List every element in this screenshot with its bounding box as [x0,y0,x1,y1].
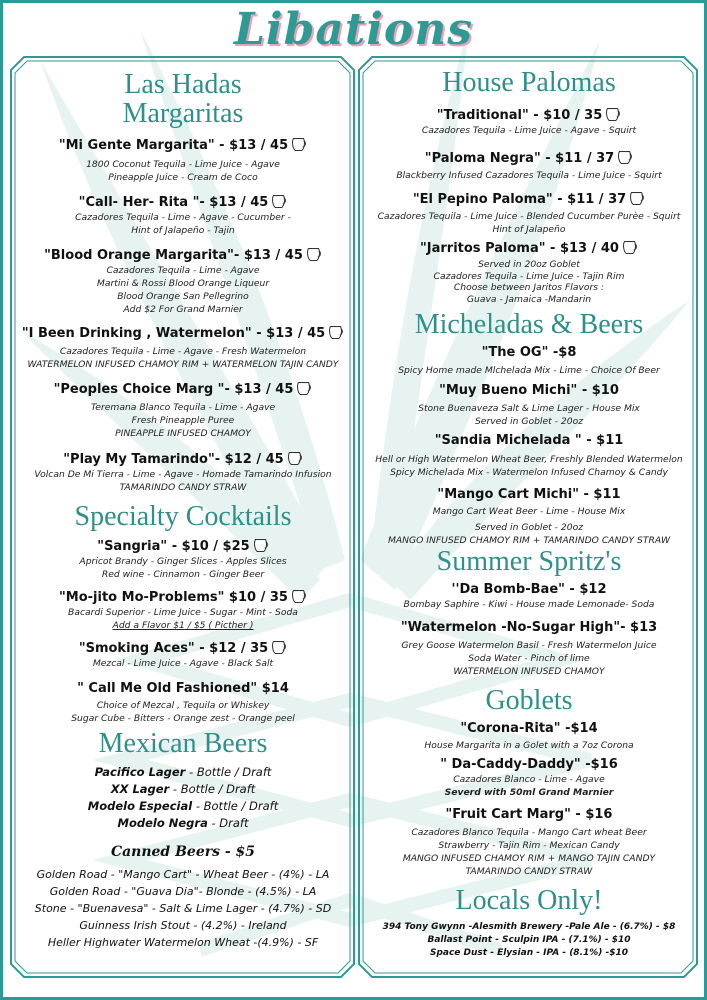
menu-item [364,383,694,428]
item-description: Served in Goblet - 20oz [474,416,584,427]
section-heading-spritz: Summer Spritz's [436,546,622,577]
menu-item [18,136,348,184]
left-column [18,70,348,951]
item-description: Bacardi Superior - Lime Juice - Sugar - Mint - Soda [68,607,298,618]
section-heading-micheladas: Micheladas & Beers [414,309,644,340]
menu-item [364,239,694,305]
menu-item [18,380,348,440]
pitcher-icon [270,193,287,210]
menu-item [364,345,694,377]
locals-item: Space Dust - Elysian - IPA - (8.1%) -$10 [429,948,629,958]
pitcher-icon [286,450,303,467]
item-description: Blood Orange San Pellegrino [117,291,249,302]
menu-item [364,487,694,547]
pitcher-icon [295,380,312,397]
item-name: "El Pepino Paloma" - $11 / 37 [412,192,627,207]
canned-beer-item: Heller Highwater Watermelon Wheat -(4.9%) - SF [47,936,319,949]
pitcher-icon [290,136,307,153]
item-description: Strawberry - Tajin Rim - Mexican Candy [438,840,620,851]
pitcher-icon [604,106,621,123]
item-name: "Corona-Rita" -$14 [460,721,598,736]
item-name: "Mo-jito Mo-Problems" $10 / 35 [59,590,288,605]
pitcher-icon [252,537,269,554]
item-description: Pineapple Juice - Cream de Coco [108,172,258,183]
item-description: Red wine - Cinnamon - Ginger Beer [101,569,265,580]
item-name: "Sangria" - $10 / $25 [97,539,250,554]
item-description: Grey Goose Watermelon Basil - Fresh Watermelon Juice [401,640,657,651]
item-description: Soda Water - Pinch of lime [468,653,590,664]
item-description: Blackberry Infused Cazadores Tequila - Lime Juice - Squirt [396,170,662,181]
menu-item [18,324,348,371]
item-name: "Watermelon -No-Sugar High"- $13 [400,620,658,635]
item-description: Sugar Cube - Bitters - Orange zest - Orange peel [71,713,295,724]
menu-item [18,246,348,316]
beer-list [18,764,348,832]
beer-item [18,798,348,815]
menu-item [364,106,694,137]
section-heading-locals: Locals Only! [455,885,603,916]
right-column [364,68,694,960]
item-description: Hell or High Watermelon Wheat Beer, Freshly Blended Watermelon [375,454,683,465]
item-name: "The OG" -$8 [481,345,577,360]
pitcher-icon [621,239,638,256]
item-description: Cazadores Blanco Tequila - Mango Cart wheat Beer [411,827,647,838]
item-name: "Traditional" - $10 / 35 [436,108,603,123]
pitcher-icon [290,588,307,605]
item-name: "I Been Drinking , Watermelon" - $13 / 45 [21,326,326,341]
item-name: "Jarritos Paloma" - $13 / 40 [420,241,619,256]
beer-format: - Bottle / Draft [185,765,272,779]
page-title: Libations [233,4,474,55]
menu-item [364,582,694,611]
pitcher-icon [270,639,287,656]
item-description: WATERMELON INFUSED CHAMOY [453,666,605,677]
canned-beer-list [18,866,348,951]
item-description: Spicy Home made Mlchelada Mix - Lime - Choice Of Beer [398,365,660,376]
item-description: Hint of Jalapeño [492,224,566,235]
item-description: Spicy Michelada Mix - Watermelon Infused Chamoy & Candy [390,467,668,478]
item-name: "Muy Bueno Michi" - $10 [439,383,619,398]
section-heading-palomas: House Palomas [442,67,616,98]
locals-item: Ballast Point - Sculpin IPA - (7.1%) - $10 [427,935,631,945]
item-description: Severd with 50ml Grand Marnier [444,787,614,798]
item-description: Apricot Brandy - Ginger Slices - Apples Slices [79,556,287,567]
menu-item [364,620,694,678]
beer-name: Modelo Negra [117,816,208,830]
item-name: "Blood Orange Margarita"- $13 / 45 [44,248,303,263]
canned-beer-item: Golden Road - "Mango Cart" - Wheat Beer - (4%) - LA [36,868,330,881]
item-description: MANGO INFUSED CHAMOY RIM + MANGO TAJIN CANDY [402,853,656,864]
beer-format: - Bottle / Draft [192,799,279,813]
beer-format: - Bottle / Draft [169,782,256,796]
menu-item [18,681,348,725]
item-description: Cazadores Tequila - Lime Juice - Agave - Squirt [421,125,637,136]
item-description: Choose between Jaritos Flavors : [453,282,605,293]
item-description: Served in Goblet - 20oz [474,522,584,533]
item-description: Guava - Jamaica -Mandarin [466,293,592,305]
item-description: PINEAPPLE INFUSED CHAMOY [115,428,251,439]
menu-item [364,807,694,878]
menu-item [18,588,348,632]
beer-name: Modelo Especial [87,799,193,813]
menu-item [18,193,348,237]
item-description: Fresh Pineapple Puree [131,415,235,426]
item-description: Stone Buenaveza Salt & Lime Lager - House Mix [418,403,640,414]
canned-beer-item: Stone - "Buenavesa" - Salt & Lime Lager - (4.7%) - SD [34,902,332,915]
item-description: Bombay Saphire - Kiwi - House made Lemonade- Soda [403,599,655,610]
item-name: "Mango Cart Michi" - $11 [437,487,621,502]
locals-item: 394 Tony Gwynn -Alesmith Brewery -Pale Ale - (6.7%) - $8 [382,922,676,932]
menu-item [364,433,694,479]
item-description: Served in 20oz Goblet [478,259,580,270]
beer-item [18,781,348,798]
item-description: 1800 Coconut Tequila - Lime Juice - Agave [86,159,280,170]
item-description: MANGO INFUSED CHAMOY RIM + TAMARINDO CANDY STRAW [387,535,671,546]
pitcher-icon [628,190,645,207]
section-heading-margaritas-1: Las Hadas [124,69,242,100]
pitcher-icon [327,324,344,341]
item-description: Cazadores Tequila - Lime Juice - Blended Cucumber Purèe - Squirt [377,211,681,222]
item-description: Cazadores Tequila - Lime Juice - Tajin Rim [433,270,625,282]
section-heading-specialty: Specialty Cocktails [74,501,292,532]
item-description: Cazadores Tequila - Lime - Agave - Fresh Watermelon [59,346,307,357]
beer-item [18,764,348,781]
item-name: "Paloma Negra" - $11 / 37 [424,151,615,166]
item-description: TAMARINDO CANDY STRAW [119,482,247,493]
item-description: Mango Cart Weat Beer - Lime - House Mix [432,506,626,517]
item-description: Choice of Mezcal , Tequila or Whiskey [96,700,270,711]
item-name: "Sandia Michelada " - $11 [434,433,624,448]
item-name: " Da-Caddy-Daddy" -$16 [440,757,618,772]
section-heading-goblets: Goblets [485,685,573,716]
item-description: Martini & Rossi Blood Orange Liqueur [96,278,270,289]
menu-item [18,639,348,670]
menu-item [364,149,694,182]
item-name: "Smoking Aces" - $12 / 35 [78,641,269,656]
add-flavor-note: Add a Flavor $1 / $5 ( Picther ) [112,620,254,631]
item-description: House Margarita in a Golet with a 7oz Corona [424,740,634,751]
canned-beers-heading: Canned Beers - $5 [110,844,256,860]
menu-item [364,190,694,236]
item-name: " Call Me Old Fashioned" $14 [77,681,289,696]
item-name: "Peoples Choice Marg "- $13 / 45 [53,382,294,397]
menu-item [18,537,348,581]
locals-list [364,921,694,960]
canned-beer-item: Guinness Irish Stout - (4.2%) - Ireland [79,919,287,932]
menu-item [364,757,694,799]
item-description: WATERMELON INFUSED CHAMOY RIM + WATERMELON TAJIN CANDY [27,359,339,370]
item-description: Cazadores Blanco - Lime - Agave [453,774,605,785]
beer-name: XX Lager [110,782,170,796]
menu-item [18,450,348,494]
item-description: Teremana Blanco Tequila - Lime - Agave [90,402,276,413]
item-name: "Play My Tamarindo"- $12 / 45 [63,452,284,467]
item-description: Cazadores Tequila - Lime - Agave [106,265,260,276]
pitcher-icon [305,246,322,263]
item-name: "Mi Gente Margarita" - $13 / 45 [58,138,289,153]
item-name: "Fruit Cart Marg" - $16 [445,807,613,822]
section-heading-mexican-beers: Mexican Beers [98,728,268,759]
item-name: "Call- Her- Rita "- $13 / 45 [78,195,269,210]
beer-format: - Draft [207,816,249,830]
item-name: ''Da Bomb-Bae" - $12 [451,582,607,597]
item-description: Hint of Jalapeño - Tajin [131,225,235,236]
item-description: TAMARINDO CANDY STRAW [465,866,593,877]
item-description: Mezcal - Lime Juice - Agave - Black Salt [92,658,274,669]
item-description: Add $2 For Grand Marnier [123,304,243,315]
section-heading-margaritas-2: Margaritas [122,98,244,129]
beer-name: Pacifico Lager [94,765,186,779]
canned-beer-item: Golden Road - "Guava Dia"- Blonde - (4.5%) - LA [49,885,317,898]
item-description: Volcan De Mi Tierra - Lime - Agave - Homade Tamarindo Infusion [34,469,332,480]
item-description: Cazadores Tequila - Lime - Agave - Cucumber - [75,212,291,223]
beer-item [18,815,348,832]
pitcher-icon [616,149,633,166]
menu-item [364,721,694,752]
